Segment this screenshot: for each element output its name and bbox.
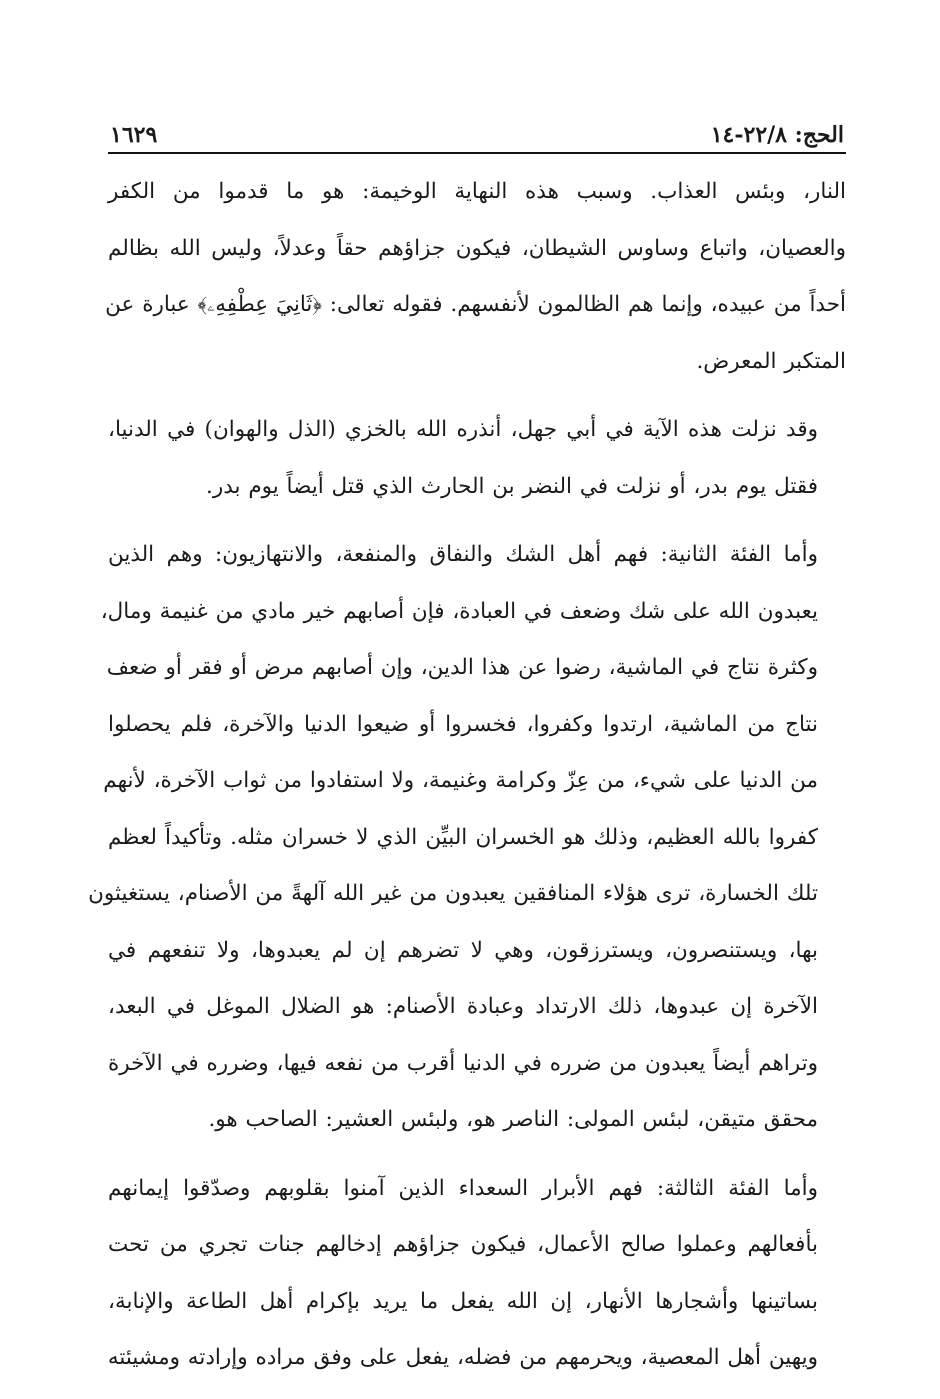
text-line: بساتينها وأشجارها الأنهار، إن الله يفعل ما يريد بإكرام أهل الطاعة والإنابة،	[108, 1288, 818, 1314]
text-line: أحداً من عبيده، وإنما هم الظالمون لأنفسهم. فقوله تعالى: ﴿ثَانِيَ عِطْفِهِۦ﴾ عبارة عن	[105, 292, 846, 317]
text-line: وأما الفئة الثانية: فهم أهل الشك والنفاق والمنفعة، والانتهازيون: وهم الذين	[108, 542, 818, 567]
text-line: فقتل يوم بدر، أو نزلت في النضر بن الحارث الذي قتل أيضاً يوم بدر.	[206, 473, 818, 499]
text-line: وأما الفئة الثالثة: فهم الأبرار السعداء الذين آمنوا بقلوبهم وصدّقوا إيمانهم	[108, 1175, 818, 1201]
chapter-verse-title: الحج: ٢٢/٨-١٤	[710, 122, 844, 148]
text-line: بأفعالهم وعملوا صالح الأعمال، فيكون جزاؤهم إدخالهم جنات تجري من تحت	[108, 1232, 818, 1257]
book-page	[88, 108, 846, 1399]
text-line: من الدنيا على شيء، من عِزّ وكرامة وغنيمة، ولا استفادوا من ثواب الآخرة، لأنهم	[103, 768, 818, 793]
text-line: والعصيان، واتباع وساوس الشيطان، فيكون جزاؤهم حقاً وعدلاً، وليس الله بظالم	[108, 235, 846, 261]
text-line: نتاج من الماشية، ارتدوا وكفروا، فخسروا أو ضيعوا الدنيا والآخرة، فلم يحصلوا	[108, 711, 818, 737]
text-line: المتكبر المعرض.	[696, 348, 846, 374]
text-line: يعبدون الله على شك وضعف في العبادة، فإن أصابهم خير مادي من غنيمة ومال،	[100, 598, 818, 624]
text-line: تلك الخسارة، ترى هؤلاء المنافقين يعبدون من غير الله آلهةً من الأصنام، يستغيثون	[88, 881, 818, 906]
paragraph-4	[108, 1161, 846, 1387]
header-rule	[108, 152, 846, 154]
paragraph-3	[88, 527, 846, 1149]
text-line: وتراهم أيضاً يعبدون من ضرره في الدنيا أقرب من نفعه فيها، وضرره في الآخرة	[108, 1050, 818, 1076]
text-line: بها، ويستنصرون، ويسترزقون، وهي لا تضرهم إن لم يعبدوها، ولا تنفعهم في	[108, 937, 818, 963]
paragraph-1	[105, 164, 846, 390]
text-line: وكثرة نتاج في الماشية، رضوا عن هذا الدين، وإن أصابهم مرض أو فقر أو ضعف	[106, 655, 818, 680]
running-header	[108, 108, 846, 152]
text-line: محقق متيقن، لبئس المولى: الناصر هو، ولبئس العشير: الصاحب هو.	[208, 1107, 818, 1132]
body-text	[88, 164, 846, 1387]
text-line: وقد نزلت هذه الآية في أبي جهل، أنذره الله بالخزي (الذل والهوان) في الدنيا،	[108, 417, 818, 442]
text-line: النار، وبئس العذاب. وسبب هذه النهاية الوخيمة: هو ما قدموا من الكفر	[108, 179, 846, 204]
text-line: ويهين أهل المعصية، ويحرمهم من فضله، يفعل على وفق مراده وإرادته ومشيئته	[107, 1345, 818, 1370]
text-line: الآخرة إن عبدوها، ذلك الارتداد وعبادة الأصنام: هو الضلال الموغل في البعد،	[108, 994, 818, 1019]
page-number: ١٦٢٩	[110, 122, 158, 148]
text-line: كفروا بالله العظيم، وذلك هو الخسران البيِّن الذي لا خسران مثله. وتأكيداً لعظم	[108, 824, 818, 850]
paragraph-2	[108, 402, 846, 515]
